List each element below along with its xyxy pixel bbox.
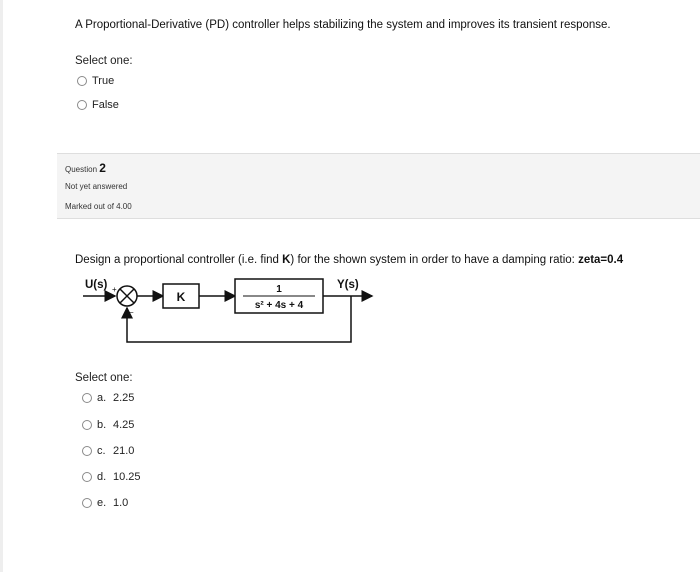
radio-e[interactable] (82, 498, 92, 508)
question-number-value: 2 (99, 161, 106, 175)
plant-denominator: s² + 4s + 4 (254, 300, 304, 311)
question-1-select-label: Select one: (75, 55, 133, 67)
input-label: U(s) (85, 279, 108, 291)
question-2-text-middle: ) for the shown system in order to have a damping ratio: (290, 254, 579, 266)
option-d[interactable] (82, 471, 141, 483)
block-diagram (75, 273, 385, 353)
output-label: Y(s) (337, 279, 359, 291)
question-2-text (75, 254, 623, 266)
radio-false[interactable] (77, 100, 87, 110)
question-1-text: A Proportional-Derivative (PD) controller helps stabilizing the system and improves its transient response. (75, 19, 611, 31)
question-status: Not yet answered (65, 182, 128, 191)
option-c-value: 21.0 (113, 445, 135, 457)
question-2-select-label: Select one: (75, 372, 133, 384)
option-d-letter: d. (97, 471, 107, 483)
minus-sign: − (129, 308, 134, 317)
question-2-zeta: zeta=0.4 (578, 254, 624, 266)
option-c-letter: c. (97, 445, 106, 457)
plus-sign: + (112, 285, 117, 294)
radio-true[interactable] (77, 76, 87, 86)
plant-numerator: 1 (276, 284, 282, 295)
radio-d[interactable] (82, 472, 92, 482)
option-b[interactable] (82, 419, 134, 431)
question-marks: Marked out of 4.00 (65, 202, 132, 211)
option-a[interactable] (82, 392, 134, 404)
option-a-letter: a. (97, 392, 107, 404)
left-border (0, 0, 3, 572)
option-true[interactable] (77, 75, 114, 87)
question-word: Question (65, 165, 98, 174)
option-d-value: 10.25 (113, 471, 141, 483)
radio-c[interactable] (82, 446, 92, 456)
option-c[interactable] (82, 445, 134, 457)
option-b-value: 4.25 (113, 419, 135, 431)
question-2-k: K (282, 254, 291, 266)
radio-b[interactable] (82, 420, 92, 430)
option-e-value: 1.0 (113, 497, 129, 509)
option-false[interactable] (77, 99, 119, 111)
question-2-info-panel (57, 153, 700, 219)
option-e[interactable] (82, 497, 128, 509)
option-true-label: True (92, 75, 115, 87)
option-e-letter: e. (97, 497, 107, 509)
radio-a[interactable] (82, 393, 92, 403)
option-false-label: False (92, 99, 119, 111)
option-b-letter: b. (97, 419, 107, 431)
option-a-value: 2.25 (113, 392, 135, 404)
question-number (65, 161, 106, 175)
controller-label: K (176, 290, 186, 304)
summing-junction (117, 286, 137, 306)
question-2-text-prefix: Design a proportional controller (i.e. find (75, 254, 283, 266)
